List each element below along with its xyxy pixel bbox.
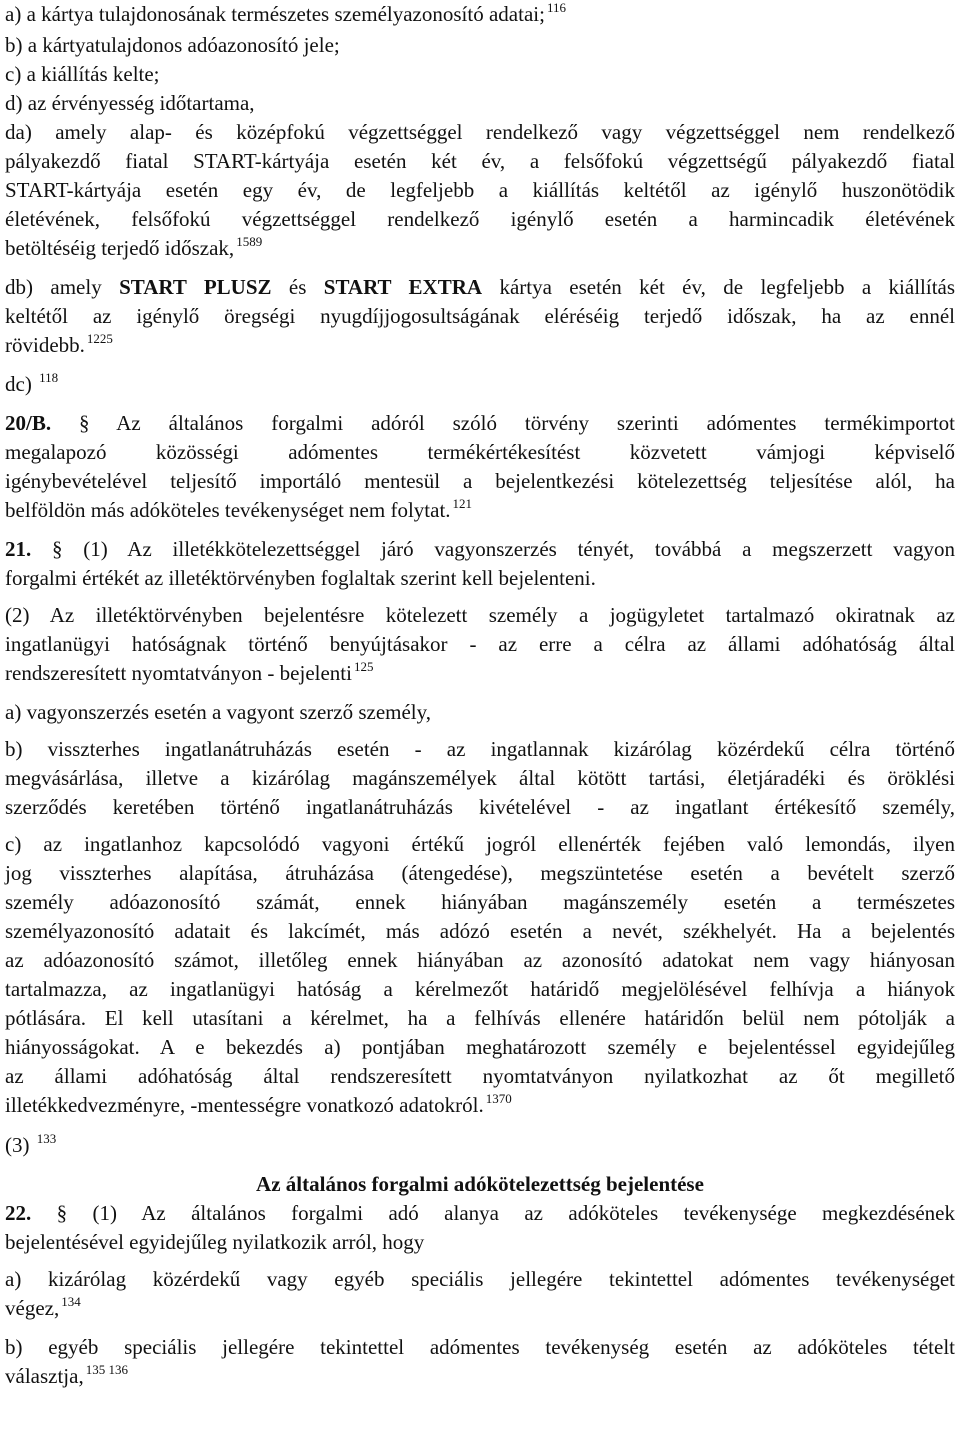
paragraph-3-text: (3)	[5, 1133, 30, 1157]
section-20b-line	[5, 409, 955, 438]
paragraph-2-item-c-line: c) az ingatlanhoz kapcsolódó vagyoni értékű jogról ellenérték fejében való lemondás, ilyen	[5, 832, 955, 856]
section-20b	[5, 409, 955, 527]
item-dc-text: dc)	[5, 372, 32, 396]
section-heading: Az általános forgalmi adókötelezettség bejelentése	[256, 1172, 704, 1196]
paragraph-2-line	[5, 659, 955, 690]
item-da-line: da) amely alap- és középfokú végzettséggel rendelkező vagy végzettséggel nem rendelkező	[5, 120, 955, 144]
paragraph-2-item-c-line: az állami adóhatóság által rendszeresített nyomtatványon nyilatkozhat az őt megillető	[5, 1064, 955, 1088]
footnote-ref[interactable]: 121	[452, 496, 473, 511]
item-c: c) a kiállítás kelte;	[5, 62, 160, 86]
footnote-ref[interactable]: 1589	[236, 234, 263, 249]
footnote-ref[interactable]: 133	[36, 1131, 57, 1146]
footnote-ref[interactable]: 134	[61, 1294, 81, 1309]
item-db-line	[5, 273, 955, 302]
item-a-text: a) a kártya tulajdonosának természetes személyazonosító adatai;	[5, 2, 545, 26]
item-b: b) a kártyatulajdonos adóazonosító jele;	[5, 33, 340, 57]
section-22-item-a-line	[5, 1294, 955, 1325]
paragraph-2-item-b	[5, 735, 955, 822]
section-21-line: forgalmi értékét az illetéktörvényben foglaltak szerint kell bejelenteni.	[5, 566, 596, 590]
item-db-line	[5, 331, 955, 362]
section-22-item-a-line: a) kizárólag közérdekű vagy egyéb speciális jellegére tekintettel adómentes tevékenységet	[5, 1267, 955, 1291]
section-20b-text: § Az általános forgalmi adóról szóló törvény szerinti adómentes termékimportot	[79, 411, 955, 435]
paragraph-2-item-c-line: az adóazonosító számot, illetőleg ennek hiányában az azonosító adatokat nem vagy hiányosan	[5, 948, 955, 972]
section-22-line	[5, 1199, 955, 1228]
section-22	[5, 1199, 955, 1257]
paragraph-2-line: (2) Az illetéktörvényben bejelentésre kötelezett személy a jogügyletet tartalmazó okiratnak az	[5, 603, 955, 627]
section-22-item-a	[5, 1265, 955, 1325]
paragraph-3	[5, 1131, 955, 1162]
item-dc	[5, 370, 955, 401]
section-22-item-b	[5, 1333, 955, 1393]
section-20b-text: belföldön más adóköteles tevékenységet nem folytat.	[5, 498, 451, 522]
item-da-text: betöltéséig terjedő időszak,	[5, 236, 235, 260]
paragraph-2-item-b-line: megvásárlása, illetve a kizárólag magánszemélyek által kötött tartási, életjáradéki és öröklési	[5, 766, 955, 790]
section-number: 20/B.	[5, 411, 52, 435]
item-da-line	[5, 234, 955, 265]
item-a	[5, 0, 955, 31]
paragraph-2-item-c-line: hiányosságokat. A e bekezdés a) pontjában meghatározott személy e bejelentéssel egyidejűleg	[5, 1035, 955, 1059]
paragraph-2-item-c-line: személy adóazonosító számát, ennek hiányában magánszemély esetén a természetes	[5, 890, 955, 914]
paragraph-2-item-c-line: jog visszterhes alapítása, átruházása (átengedése), megszüntetése esetén a bevételt szerző	[5, 861, 955, 885]
item-db-text: és	[288, 275, 307, 299]
item-db-bold: START PLUSZ	[119, 275, 272, 299]
footnote-ref[interactable]: 118	[39, 370, 59, 385]
section-22-item-b-line	[5, 1362, 955, 1393]
paragraph-2-item-b-line: b) visszterhes ingatlanátruházás esetén - az ingatlannak kizárólag közérdekű célra történő	[5, 737, 955, 761]
item-db-text: rövidebb.	[5, 333, 85, 357]
section-21-line	[5, 535, 955, 564]
item-d: d) az érvényesség időtartama,	[5, 91, 255, 115]
section-22-item-b-text: választja,	[5, 1364, 84, 1388]
paragraph-2-item-c-line: tartalmazza, az ingatlanügyi hatóság a kérelmezőt határidő megjelölésével felhívja a hiányok	[5, 977, 955, 1001]
item-da-line: START-kártyája esetén egy év, de legfeljebb a kiállítás keltétől az igénylő huszonötödik	[5, 178, 955, 202]
footnote-ref[interactable]: 1225	[86, 331, 113, 346]
section-20b-line	[5, 496, 955, 527]
paragraph-2-item-c-line	[5, 1091, 955, 1122]
paragraph-2-line: ingatlanügyi hatóságnak történő benyújtásakor - az erre a célra az állami adóhatóság által	[5, 632, 955, 656]
footnote-ref[interactable]: 125	[353, 659, 374, 674]
section-21-text: § (1) Az illetékkötelezettséggel járó vagyonszerzés tényét, továbbá a megszerzett vagyon	[52, 537, 956, 561]
item-db-text: db) amely	[5, 275, 102, 299]
paragraph-2-item-a: a) vagyonszerzés esetén a vagyont szerző személy,	[5, 700, 432, 724]
paragraph-2	[5, 601, 955, 690]
item-db-line: keltétől az igénylő öregségi nyugdíjjogosultságának eléréséig terjedő időszak, ha az ennél	[5, 304, 955, 328]
paragraph-2-item-c-line: személyazonosító adatait és lakcímét, más adózó esetén a nevét, székhelyét. Ha a bejelentés	[5, 919, 955, 943]
item-db-bold: START EXTRA	[323, 275, 483, 299]
section-22-text: § (1) Az általános forgalmi adó alanya az adóköteles tevékenysége megkezdésének	[56, 1201, 955, 1225]
item-da-line: pályakezdő fiatal START-kártyája esetén két év, a felsőfokú végzettségű pályakezdő fiatal	[5, 149, 955, 173]
item-da-line: életévének, felsőfokú végzettséggel rendelkező igénylő esetén a harmincadik életévének	[5, 207, 955, 231]
paragraph-2-item-b-line: szerződés keretében történő ingatlanátruházás kivételével - az ingatlant értékesítő személy,	[5, 795, 955, 819]
section-number: 21.	[5, 537, 32, 561]
document-page	[5, 0, 955, 1393]
item-da	[5, 118, 955, 265]
footnote-ref[interactable]: 135 136	[85, 1362, 128, 1377]
section-20b-line: igénybevételével teljesítő importáló mentesül a bejelentkezési kötelezettség teljesítése alól, ha	[5, 469, 955, 493]
section-22-item-a-text: végez,	[5, 1296, 60, 1320]
item-db-text: kártya esetén két év, de legfeljebb a kiállítás	[499, 275, 956, 299]
item-db	[5, 273, 955, 362]
section-number: 22.	[5, 1201, 32, 1225]
section-20b-line: megalapozó közösségi adómentes termékértékesítést közvetett vámjogi képviselő	[5, 440, 955, 464]
footnote-ref[interactable]: 116	[546, 0, 566, 15]
footnote-ref[interactable]: 1370	[485, 1091, 512, 1106]
paragraph-2-text: rendszeresített nyomtatványon - bejelenti	[5, 661, 352, 685]
paragraph-2-item-c	[5, 830, 955, 1122]
section-22-item-b-line: b) egyéb speciális jellegére tekintettel adómentes tevékenység esetén az adóköteles tételt	[5, 1335, 955, 1359]
paragraph-2-item-c-text: illetékkedvezményre, -mentességre vonatkozó adatokról.	[5, 1093, 484, 1117]
section-21	[5, 535, 955, 593]
section-22-line: bejelentésével egyidejűleg nyilatkozik arról, hogy	[5, 1230, 425, 1254]
paragraph-2-item-c-line: pótlására. El kell utasítani a kérelmet, ha a felhívás ellenére határidőn belül nem pótolják a	[5, 1006, 955, 1030]
